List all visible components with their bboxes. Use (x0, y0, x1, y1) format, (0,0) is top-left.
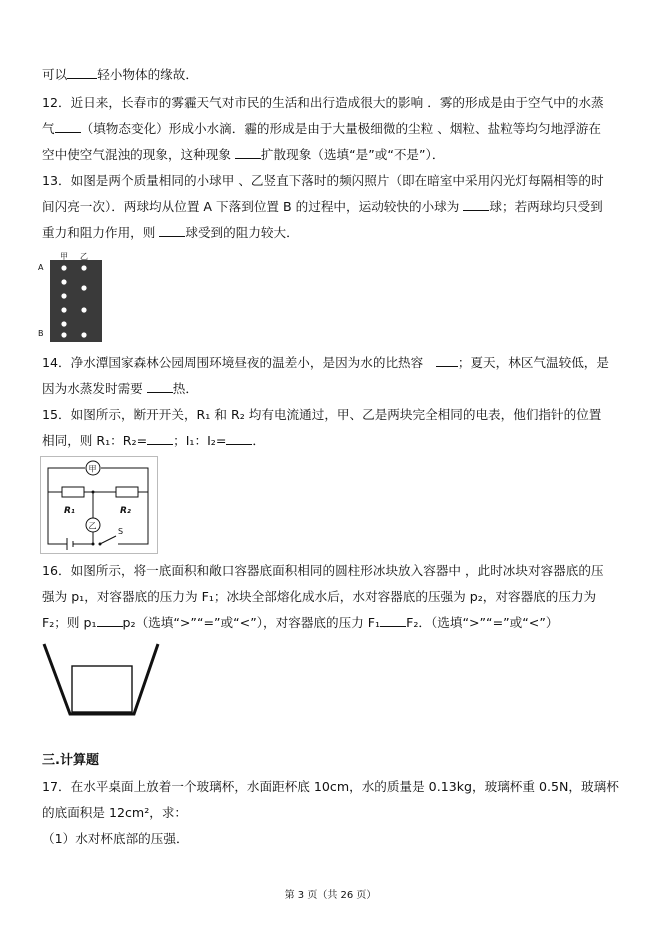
text-segment: ；I₁：I₂= (173, 433, 227, 448)
label-b: B (38, 329, 44, 338)
text-segment: 空中使空气混浊的现象，这种现象 (42, 147, 235, 162)
answer-blank[interactable] (159, 224, 185, 237)
answer-blank[interactable] (380, 614, 406, 627)
text-segment: ；夏天，林区气温较低，是 (457, 355, 609, 370)
text-segment: 球；若两球均只受到 (489, 199, 603, 214)
text-segment: 间闪亮一次）．两球均从位置 A 下落到位置 B 的过程中，运动较快的小球为 (42, 199, 464, 214)
text-segment: 气 (42, 121, 55, 136)
ball-jia (61, 293, 66, 298)
label-yi: 乙 (80, 252, 88, 261)
question-15-line-1 (42, 406, 601, 424)
text-segment: 相同，则 R₁：R₂= (42, 433, 148, 448)
question-14-line-1 (42, 354, 609, 372)
strobe-photo-figure (36, 252, 106, 342)
page-footer: 第 3 页（共 26 页） (284, 890, 377, 901)
container-outline (44, 644, 158, 714)
question-13-line-1 (42, 172, 604, 190)
ball-jia (61, 321, 66, 326)
text-segment: 轻小物体的缘故． (97, 67, 198, 82)
text-segment: 球受到的阻力较大． (185, 225, 299, 240)
text-segment: 可以 (42, 67, 68, 82)
text-segment: F₂；则 p₁ (42, 615, 97, 630)
question-12-line-2 (42, 120, 601, 138)
answer-blank[interactable] (436, 354, 458, 367)
ball-jia (61, 265, 66, 270)
switch-contact (99, 543, 102, 546)
ice-block (72, 666, 132, 712)
question-12-line-3 (42, 146, 444, 164)
section-heading (42, 752, 99, 770)
container-figure (42, 640, 160, 718)
ball-yi (81, 265, 86, 270)
ball-jia (61, 307, 66, 312)
text-segment: 13．如图是两个质量相同的小球甲 、乙竖直下落时的频闪照片（即在暗室中采用闪光灯每隔相等的时 (42, 173, 604, 188)
text-segment: 的底面积是 12cm²，求： (42, 805, 188, 820)
answer-blank[interactable] (463, 198, 489, 211)
answer-blank[interactable] (226, 432, 252, 445)
junction-dot (92, 491, 95, 494)
label-switch: S (118, 527, 124, 536)
question-16-line-3 (42, 614, 558, 632)
text-segment: 17．在水平桌面上放着一个玻璃杯，水面距杯底 10cm，水的质量是 0.13kg，玻璃杯重 0.5N，玻璃杯 (42, 779, 619, 794)
question-17-line-1 (42, 778, 619, 796)
ball-yi (81, 285, 86, 290)
junction-dot (92, 543, 95, 546)
ball-yi (81, 332, 86, 337)
answer-blank[interactable] (67, 66, 97, 79)
ball-jia (61, 279, 66, 284)
question-17-line-2 (42, 804, 187, 822)
text-segment: 热． (172, 381, 198, 396)
ball-yi (81, 307, 86, 312)
text-segment: （填物态变化）形成小水滴．霾的形成是由于大量极细微的尘粒 、烟粒、盐粒等均匀地浮游在 (80, 121, 601, 136)
question-16-line-1 (42, 562, 604, 580)
text-segment: 因为水蒸发时需要 (42, 381, 147, 396)
text-segment: 12．近日来，长春市的雾霾天气对市民的生活和出行造成很大的影响 ．雾的形成是由于空气中的水蒸 (42, 95, 604, 110)
answer-blank[interactable] (55, 120, 81, 133)
text-segment: 扩散现象（选填“是”或“不是”）． (260, 147, 445, 162)
question-13-line-3 (42, 224, 299, 242)
question-14-line-2 (42, 380, 198, 398)
question-17-line-3 (42, 830, 189, 848)
question-12-line-1 (42, 94, 604, 112)
section-title: 三.计算题 (42, 753, 99, 768)
answer-blank[interactable] (235, 146, 261, 159)
label-jia: 甲 (60, 252, 68, 261)
answer-blank[interactable] (147, 380, 173, 393)
label-meter-jia: 甲 (88, 464, 97, 474)
text-segment: F₂．（选填“>”“=”或“<”） (406, 615, 559, 630)
text-segment: （1）水对杯底部的压强． (42, 831, 189, 846)
photo-background (50, 260, 102, 342)
text-segment: 15．如图所示，断开开关，R₁ 和 R₂ 均有电流通过，甲、乙是两块完全相同的电表，他们指针的位置 (42, 407, 602, 422)
label-meter-yi: 乙 (88, 521, 97, 531)
text-segment: 16．如图所示，将一底面积和敞口容器底面积相同的圆柱形冰块放入容器中 ，此时冰块对容器底的压 (42, 563, 604, 578)
label-a: A (38, 263, 44, 272)
answer-blank[interactable] (97, 614, 123, 627)
ball-jia (61, 332, 66, 337)
label-r2: R₂ (120, 506, 131, 516)
text-segment: p₂（选填“>”“=”或“<”），对容器底的压力 F₁ (122, 615, 381, 630)
text-segment: ． (252, 433, 265, 448)
question-16-line-2 (42, 588, 596, 606)
text-segment: 14．净水潭国家森林公园周围环境昼夜的温差小，是因为水的比热容 (42, 355, 436, 370)
answer-blank[interactable] (147, 432, 173, 445)
question-15-line-2 (42, 432, 265, 450)
text-segment: 强为 p₁，对容器底的压力为 F₁；冰块全部熔化成水后，水对容器底的压强为 p₂，对容器底的压力为 (42, 589, 597, 604)
question-13-line-2 (42, 198, 603, 216)
label-r1: R₁ (64, 506, 75, 516)
text-segment: 重力和阻力作用，则 (42, 225, 160, 240)
circuit-figure (40, 456, 158, 554)
text-line-1 (42, 66, 198, 84)
